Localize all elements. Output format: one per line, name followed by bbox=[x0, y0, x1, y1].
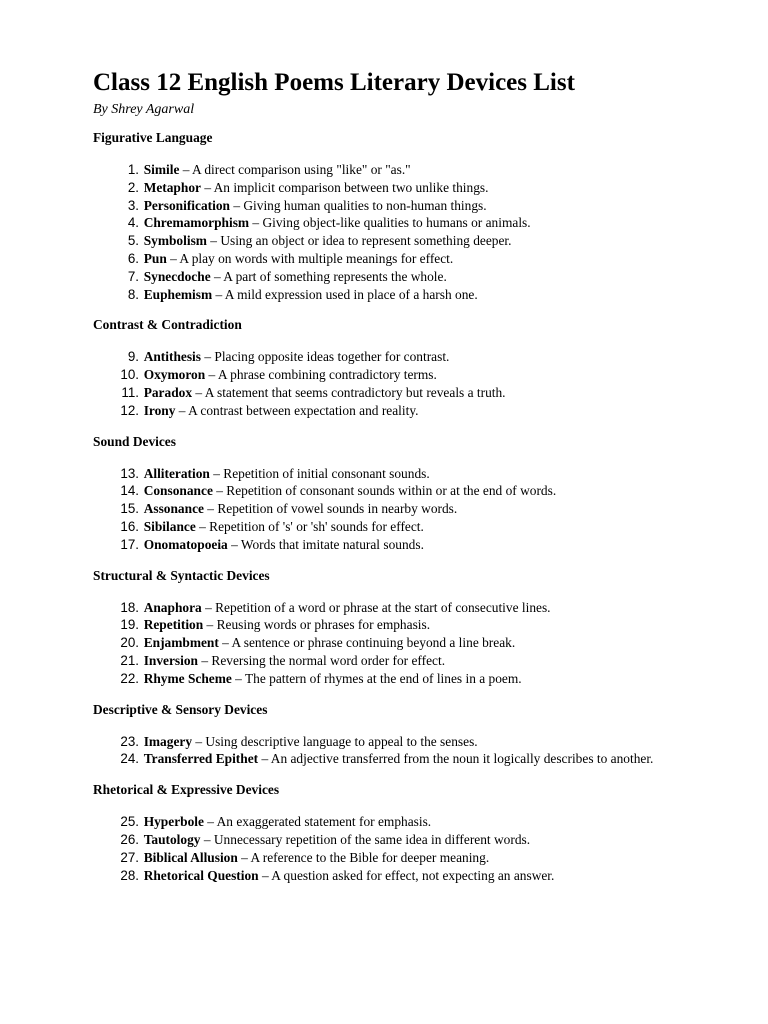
section-heading: Contrast & Contradiction bbox=[93, 317, 242, 333]
device-term: Consonance bbox=[143, 483, 213, 499]
item-content bbox=[139, 214, 678, 232]
device-definition: – Reversing the normal word order for effect. bbox=[198, 652, 446, 668]
device-definition: – A mild expression used in place of a harsh one. bbox=[212, 286, 478, 302]
device-definition: – Repetition of a word or phrase at the start of consecutive lines. bbox=[201, 599, 551, 615]
item-content bbox=[139, 670, 678, 688]
list-item bbox=[93, 616, 678, 634]
item-number: 28. bbox=[120, 867, 139, 883]
item-number: 6. bbox=[127, 250, 139, 266]
item-number: 11. bbox=[121, 384, 139, 400]
item-number: 14. bbox=[120, 483, 139, 499]
list-item bbox=[93, 599, 678, 617]
section bbox=[93, 129, 678, 303]
device-definition: – A reference to the Bible for deeper meaning. bbox=[237, 849, 490, 865]
item-number: 7. bbox=[127, 268, 139, 284]
device-definition: – Giving object-like qualities to humans or animals. bbox=[249, 215, 531, 231]
device-term: Metaphor bbox=[143, 179, 201, 195]
section-heading: Structural & Syntactic Devices bbox=[93, 567, 270, 583]
list-item bbox=[93, 348, 678, 366]
device-definition: – An exaggerated statement for emphasis. bbox=[203, 814, 432, 830]
list-item bbox=[93, 179, 678, 197]
item-number: 25. bbox=[120, 814, 139, 830]
sections-container bbox=[93, 129, 678, 884]
device-definition: – An implicit comparison between two unlike things. bbox=[200, 179, 489, 195]
list-item bbox=[93, 670, 678, 688]
device-term: Sibilance bbox=[143, 518, 196, 534]
device-definition: – A contrast between expectation and reality. bbox=[175, 402, 419, 418]
item-number: 10. bbox=[120, 367, 139, 383]
device-term: Oxymoron bbox=[143, 367, 206, 383]
device-term: Transferred Epithet bbox=[143, 751, 259, 767]
list-item bbox=[93, 268, 678, 286]
device-term: Tautology bbox=[143, 831, 201, 847]
device-definition: – A play on words with multiple meanings for effect. bbox=[166, 250, 454, 266]
device-list bbox=[93, 813, 678, 884]
item-number: 19. bbox=[120, 617, 139, 633]
item-number: 12. bbox=[120, 402, 139, 418]
section-heading: Sound Devices bbox=[93, 433, 176, 449]
device-term: Anaphora bbox=[143, 599, 202, 615]
device-term: Simile bbox=[143, 162, 180, 177]
item-content bbox=[139, 465, 678, 483]
item-content bbox=[139, 286, 678, 304]
device-term: Rhyme Scheme bbox=[143, 670, 232, 686]
list-item bbox=[93, 197, 678, 215]
device-list bbox=[93, 733, 678, 769]
item-content bbox=[139, 518, 678, 536]
item-number: 24. bbox=[120, 751, 139, 767]
item-number: 17. bbox=[120, 536, 139, 552]
device-term: Assonance bbox=[143, 501, 204, 517]
device-term: Alliteration bbox=[143, 465, 210, 481]
device-definition: – Repetition of initial consonant sounds. bbox=[209, 465, 430, 481]
item-content bbox=[139, 482, 678, 500]
list-item bbox=[93, 500, 678, 518]
device-definition: – Placing opposite ideas together for contrast. bbox=[200, 349, 450, 365]
section-heading: Figurative Language bbox=[93, 130, 213, 145]
device-definition: – Reusing words or phrases for emphasis. bbox=[203, 617, 431, 633]
item-content bbox=[139, 616, 678, 634]
list-item bbox=[93, 867, 678, 885]
section-heading: Rhetorical & Expressive Devices bbox=[93, 782, 280, 798]
device-definition: – Using an object or idea to represent something deeper. bbox=[206, 233, 512, 249]
list-item bbox=[93, 831, 678, 849]
item-content bbox=[139, 384, 678, 402]
item-content bbox=[139, 652, 678, 670]
device-list bbox=[93, 599, 678, 688]
item-number: 26. bbox=[120, 831, 139, 847]
device-definition: – Giving human qualities to non-human things. bbox=[229, 197, 487, 213]
list-item bbox=[93, 250, 678, 268]
list-item bbox=[93, 161, 678, 179]
section bbox=[93, 316, 678, 419]
item-content bbox=[139, 268, 678, 286]
item-number: 13. bbox=[120, 465, 139, 481]
item-content bbox=[139, 867, 678, 885]
device-definition: – A part of something represents the whole. bbox=[210, 268, 447, 284]
device-term: Personification bbox=[143, 197, 230, 213]
device-term: Rhetorical Question bbox=[143, 867, 259, 883]
device-term: Chremamorphism bbox=[143, 215, 250, 231]
list-item bbox=[93, 402, 678, 420]
list-item bbox=[93, 366, 678, 384]
item-content bbox=[139, 348, 678, 366]
list-item bbox=[93, 518, 678, 536]
item-content bbox=[139, 733, 678, 751]
list-item bbox=[93, 849, 678, 867]
device-list bbox=[93, 348, 678, 419]
device-definition: – Words that imitate natural sounds. bbox=[227, 536, 424, 552]
device-term: Euphemism bbox=[143, 286, 213, 302]
item-content bbox=[139, 536, 678, 554]
item-content bbox=[139, 179, 678, 197]
device-term: Symbolism bbox=[143, 233, 207, 249]
device-definition: – A statement that seems contradictory but reveals a truth. bbox=[192, 384, 506, 400]
item-content bbox=[139, 197, 678, 215]
device-term: Pun bbox=[143, 250, 167, 266]
device-term: Inversion bbox=[143, 652, 199, 668]
device-term: Enjambment bbox=[143, 635, 219, 651]
list-item bbox=[93, 214, 678, 232]
item-number: 23. bbox=[120, 733, 139, 749]
device-definition: – An adjective transferred from the noun it logically describes to another. bbox=[258, 751, 654, 767]
item-content bbox=[139, 750, 678, 768]
item-content bbox=[139, 599, 678, 617]
item-content bbox=[139, 813, 678, 831]
device-term: Antithesis bbox=[143, 349, 201, 365]
item-content bbox=[139, 402, 678, 420]
item-number: 27. bbox=[120, 849, 139, 865]
item-number: 3. bbox=[127, 197, 139, 213]
device-definition: – Repetition of 's' or 'sh' sounds for effect. bbox=[195, 518, 424, 534]
list-item bbox=[93, 482, 678, 500]
device-definition: – Using descriptive language to appeal to the senses. bbox=[192, 733, 478, 749]
item-content bbox=[139, 250, 678, 268]
device-definition: – Repetition of consonant sounds within or at the end of words. bbox=[212, 483, 557, 499]
item-number: 18. bbox=[120, 599, 139, 615]
device-term: Paradox bbox=[143, 384, 193, 400]
item-number: 9. bbox=[127, 349, 139, 365]
item-number: 16. bbox=[120, 518, 139, 534]
item-content bbox=[139, 161, 678, 179]
item-content bbox=[139, 831, 678, 849]
item-number: 20. bbox=[120, 635, 139, 651]
item-content bbox=[139, 232, 678, 250]
list-item bbox=[93, 813, 678, 831]
list-item bbox=[93, 652, 678, 670]
section bbox=[93, 433, 678, 554]
device-list bbox=[93, 161, 678, 303]
device-term: Biblical Allusion bbox=[143, 849, 238, 865]
author-byline: By Shrey Agarwal bbox=[93, 102, 195, 117]
item-content bbox=[139, 366, 678, 384]
item-number: 4. bbox=[127, 215, 139, 231]
device-term: Onomatopoeia bbox=[143, 536, 228, 552]
item-number: 1. bbox=[127, 162, 139, 177]
device-definition: – A question asked for effect, not expecting an answer. bbox=[258, 867, 555, 883]
section bbox=[93, 567, 678, 688]
device-definition: – Repetition of vowel sounds in nearby words. bbox=[203, 501, 458, 517]
item-content bbox=[139, 849, 678, 867]
item-content bbox=[139, 634, 678, 652]
device-term: Synecdoche bbox=[143, 268, 211, 284]
list-item bbox=[93, 465, 678, 483]
list-item bbox=[93, 286, 678, 304]
section bbox=[93, 781, 678, 884]
item-number: 8. bbox=[127, 286, 139, 302]
section bbox=[93, 701, 678, 769]
device-term: Irony bbox=[143, 402, 176, 418]
device-term: Hyperbole bbox=[143, 814, 204, 830]
item-number: 2. bbox=[127, 179, 139, 195]
section-heading: Descriptive & Sensory Devices bbox=[93, 701, 268, 717]
page-title: Class 12 English Poems Literary Devices List bbox=[93, 69, 575, 96]
list-item bbox=[93, 232, 678, 250]
device-definition: – Unnecessary repetition of the same idea in different words. bbox=[200, 831, 531, 847]
item-number: 15. bbox=[120, 501, 139, 517]
item-number: 21. bbox=[120, 652, 139, 668]
item-content bbox=[139, 500, 678, 518]
list-item bbox=[93, 750, 678, 768]
device-definition: – The pattern of rhymes at the end of lines in a poem. bbox=[231, 670, 522, 686]
device-definition: – A sentence or phrase continuing beyond a line break. bbox=[218, 635, 516, 651]
list-item bbox=[93, 536, 678, 554]
device-term: Imagery bbox=[143, 733, 193, 749]
list-item bbox=[93, 733, 678, 751]
list-item bbox=[93, 634, 678, 652]
device-definition: – A phrase combining contradictory terms. bbox=[205, 367, 437, 383]
list-item bbox=[93, 384, 678, 402]
item-number: 22. bbox=[120, 670, 139, 686]
device-definition: – A direct comparison using "like" or "as." bbox=[179, 162, 411, 177]
item-number: 5. bbox=[127, 233, 139, 249]
device-list bbox=[93, 465, 678, 554]
device-term: Repetition bbox=[143, 617, 204, 633]
